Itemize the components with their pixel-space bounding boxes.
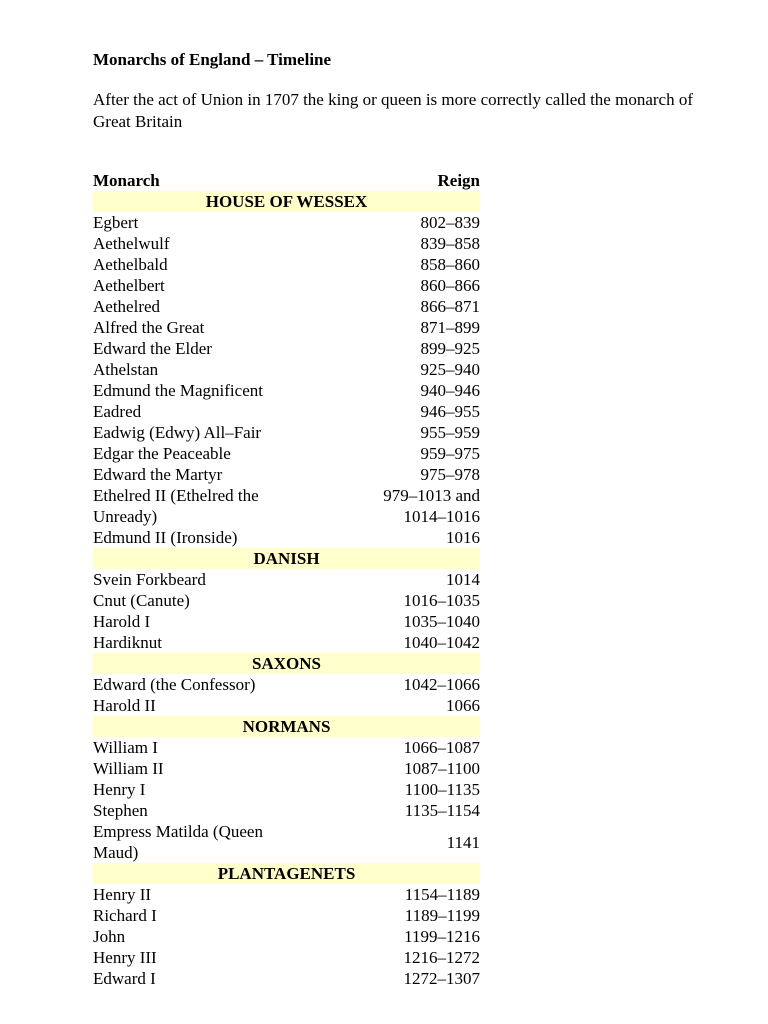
table-row — [93, 275, 480, 296]
reign-years: 1040–1042 — [403, 633, 480, 652]
intro-paragraph: After the act of Union in 1707 the king or queen is more correctly called the monarch of Great Britain — [93, 90, 693, 131]
table-row — [93, 401, 480, 422]
document-title: Monarchs of England – Timeline — [93, 50, 332, 69]
reign-years: 802–839 — [420, 213, 480, 232]
reign-years: 940–946 — [420, 381, 480, 400]
monarch-name: Aethelwulf — [93, 234, 170, 253]
column-header-monarch: Monarch — [93, 171, 160, 190]
reign-years: 1016 — [446, 528, 480, 547]
monarch-name: Edward the Elder — [93, 339, 212, 358]
house-heading-row — [93, 716, 480, 737]
monarch-name: Edgar the Peaceable — [93, 444, 231, 463]
monarch-name: Hardiknut — [93, 633, 162, 652]
table-row — [93, 422, 480, 443]
table-row — [93, 758, 480, 779]
table-row — [93, 821, 480, 863]
table-row — [93, 737, 480, 758]
table-row — [93, 905, 480, 926]
reign-years-line: 979–1013 and — [383, 486, 480, 505]
column-header-reign: Reign — [437, 171, 480, 190]
reign-years: 1272–1307 — [403, 969, 480, 988]
house-heading: DANISH — [93, 548, 480, 569]
monarch-name: Henry I — [93, 780, 146, 799]
table-row — [93, 443, 480, 464]
reign-years: 1141 — [446, 832, 480, 852]
reign-years: 1199–1216 — [404, 927, 480, 946]
reign-years: 959–975 — [420, 444, 480, 463]
monarch-name: Cnut (Canute) — [93, 591, 190, 610]
table-row — [93, 926, 480, 947]
table-body — [93, 191, 480, 989]
table-row — [93, 611, 480, 632]
monarch-name — [93, 485, 340, 527]
reign-years: 1042–1066 — [403, 675, 480, 694]
reign-years: 975–978 — [420, 465, 480, 484]
reign-years: 871–899 — [420, 318, 480, 337]
reign-years: 955–959 — [420, 423, 480, 442]
table-row — [93, 590, 480, 611]
table-row — [93, 317, 480, 338]
monarch-name: John — [93, 927, 126, 946]
monarch-name: Henry III — [93, 948, 157, 967]
reign-years: 1014 — [446, 570, 480, 589]
reign-years: 899–925 — [420, 339, 480, 358]
monarch-name: Aethelbald — [93, 255, 168, 274]
table-row — [93, 800, 480, 821]
table-header-row — [93, 170, 480, 191]
monarch-name: Edward (the Confessor) — [93, 675, 256, 694]
house-heading-row — [93, 863, 480, 884]
table-row — [93, 632, 480, 653]
reign-years-line: 1014–1016 — [403, 507, 480, 526]
reign-years: 1035–1040 — [403, 612, 480, 631]
table-row — [93, 569, 480, 590]
table-row — [93, 338, 480, 359]
house-heading-row — [93, 548, 480, 569]
reign-years: 1154–1189 — [404, 885, 480, 904]
monarch-name-line: Unready) — [93, 507, 158, 526]
monarch-name: William II — [93, 759, 164, 778]
reign-years: 1135–1154 — [404, 801, 480, 820]
reign-years: 1066–1087 — [403, 738, 480, 757]
reign-years: 839–858 — [420, 234, 480, 253]
table-row — [93, 695, 480, 716]
reign-years: 860–866 — [420, 276, 480, 295]
monarch-name: William I — [93, 738, 158, 757]
monarch-name: Edward the Martyr — [93, 465, 223, 484]
table-row — [93, 296, 480, 317]
monarch-name — [93, 821, 340, 863]
reign-years: 1087–1100 — [404, 759, 480, 778]
table-row — [93, 947, 480, 968]
table-row — [93, 464, 480, 485]
table-row — [93, 485, 480, 527]
monarch-name: Edward I — [93, 969, 156, 988]
monarch-name: Aethelred — [93, 297, 161, 316]
monarchs-table — [93, 170, 480, 989]
table-row — [93, 968, 480, 989]
monarch-name: Harold II — [93, 696, 156, 715]
monarch-name: Stephen — [93, 801, 148, 820]
house-heading-row — [93, 191, 480, 212]
table-row — [93, 212, 480, 233]
monarch-name-line: Maud) — [93, 843, 139, 862]
table-row — [93, 779, 480, 800]
reign-years: 946–955 — [420, 402, 480, 421]
monarch-name-line: Ethelred II (Ethelred the — [93, 486, 259, 505]
document-page — [93, 48, 693, 989]
reign-years: 1016–1035 — [403, 591, 480, 610]
monarch-name: Egbert — [93, 213, 139, 232]
house-heading: HOUSE OF WESSEX — [93, 191, 480, 212]
table-row — [93, 674, 480, 695]
table-row — [93, 254, 480, 275]
reign-years: 1189–1199 — [404, 906, 480, 925]
table-row — [93, 380, 480, 401]
monarch-name: Henry II — [93, 885, 152, 904]
table-row — [93, 359, 480, 380]
table-row — [93, 884, 480, 905]
table-row — [93, 233, 480, 254]
reign-years: 858–860 — [420, 255, 480, 274]
monarch-name: Edmund the Magnificent — [93, 381, 263, 400]
monarch-name: Richard I — [93, 906, 157, 925]
monarch-name: Svein Forkbeard — [93, 570, 206, 589]
house-heading: PLANTAGENETS — [93, 863, 480, 884]
monarch-name: Athelstan — [93, 360, 159, 379]
monarch-name: Eadred — [93, 402, 142, 421]
table-row — [93, 527, 480, 548]
reign-years: 1216–1272 — [403, 948, 480, 967]
reign-years: 866–871 — [420, 297, 480, 316]
house-heading-row — [93, 653, 480, 674]
reign-years: 1100–1135 — [404, 780, 480, 799]
monarch-name-line: Empress Matilda (Queen — [93, 822, 263, 841]
house-heading: NORMANS — [93, 716, 480, 737]
monarch-name: Edmund II (Ironside) — [93, 528, 238, 547]
monarch-name: Harold I — [93, 612, 151, 631]
monarch-name: Aethelbert — [93, 276, 165, 295]
reign-years — [340, 485, 480, 527]
reign-years: 925–940 — [420, 360, 480, 379]
monarch-name: Eadwig (Edwy) All–Fair — [93, 423, 262, 442]
house-heading: SAXONS — [93, 653, 480, 674]
reign-years: 1066 — [446, 696, 480, 715]
monarch-name: Alfred the Great — [93, 318, 205, 337]
